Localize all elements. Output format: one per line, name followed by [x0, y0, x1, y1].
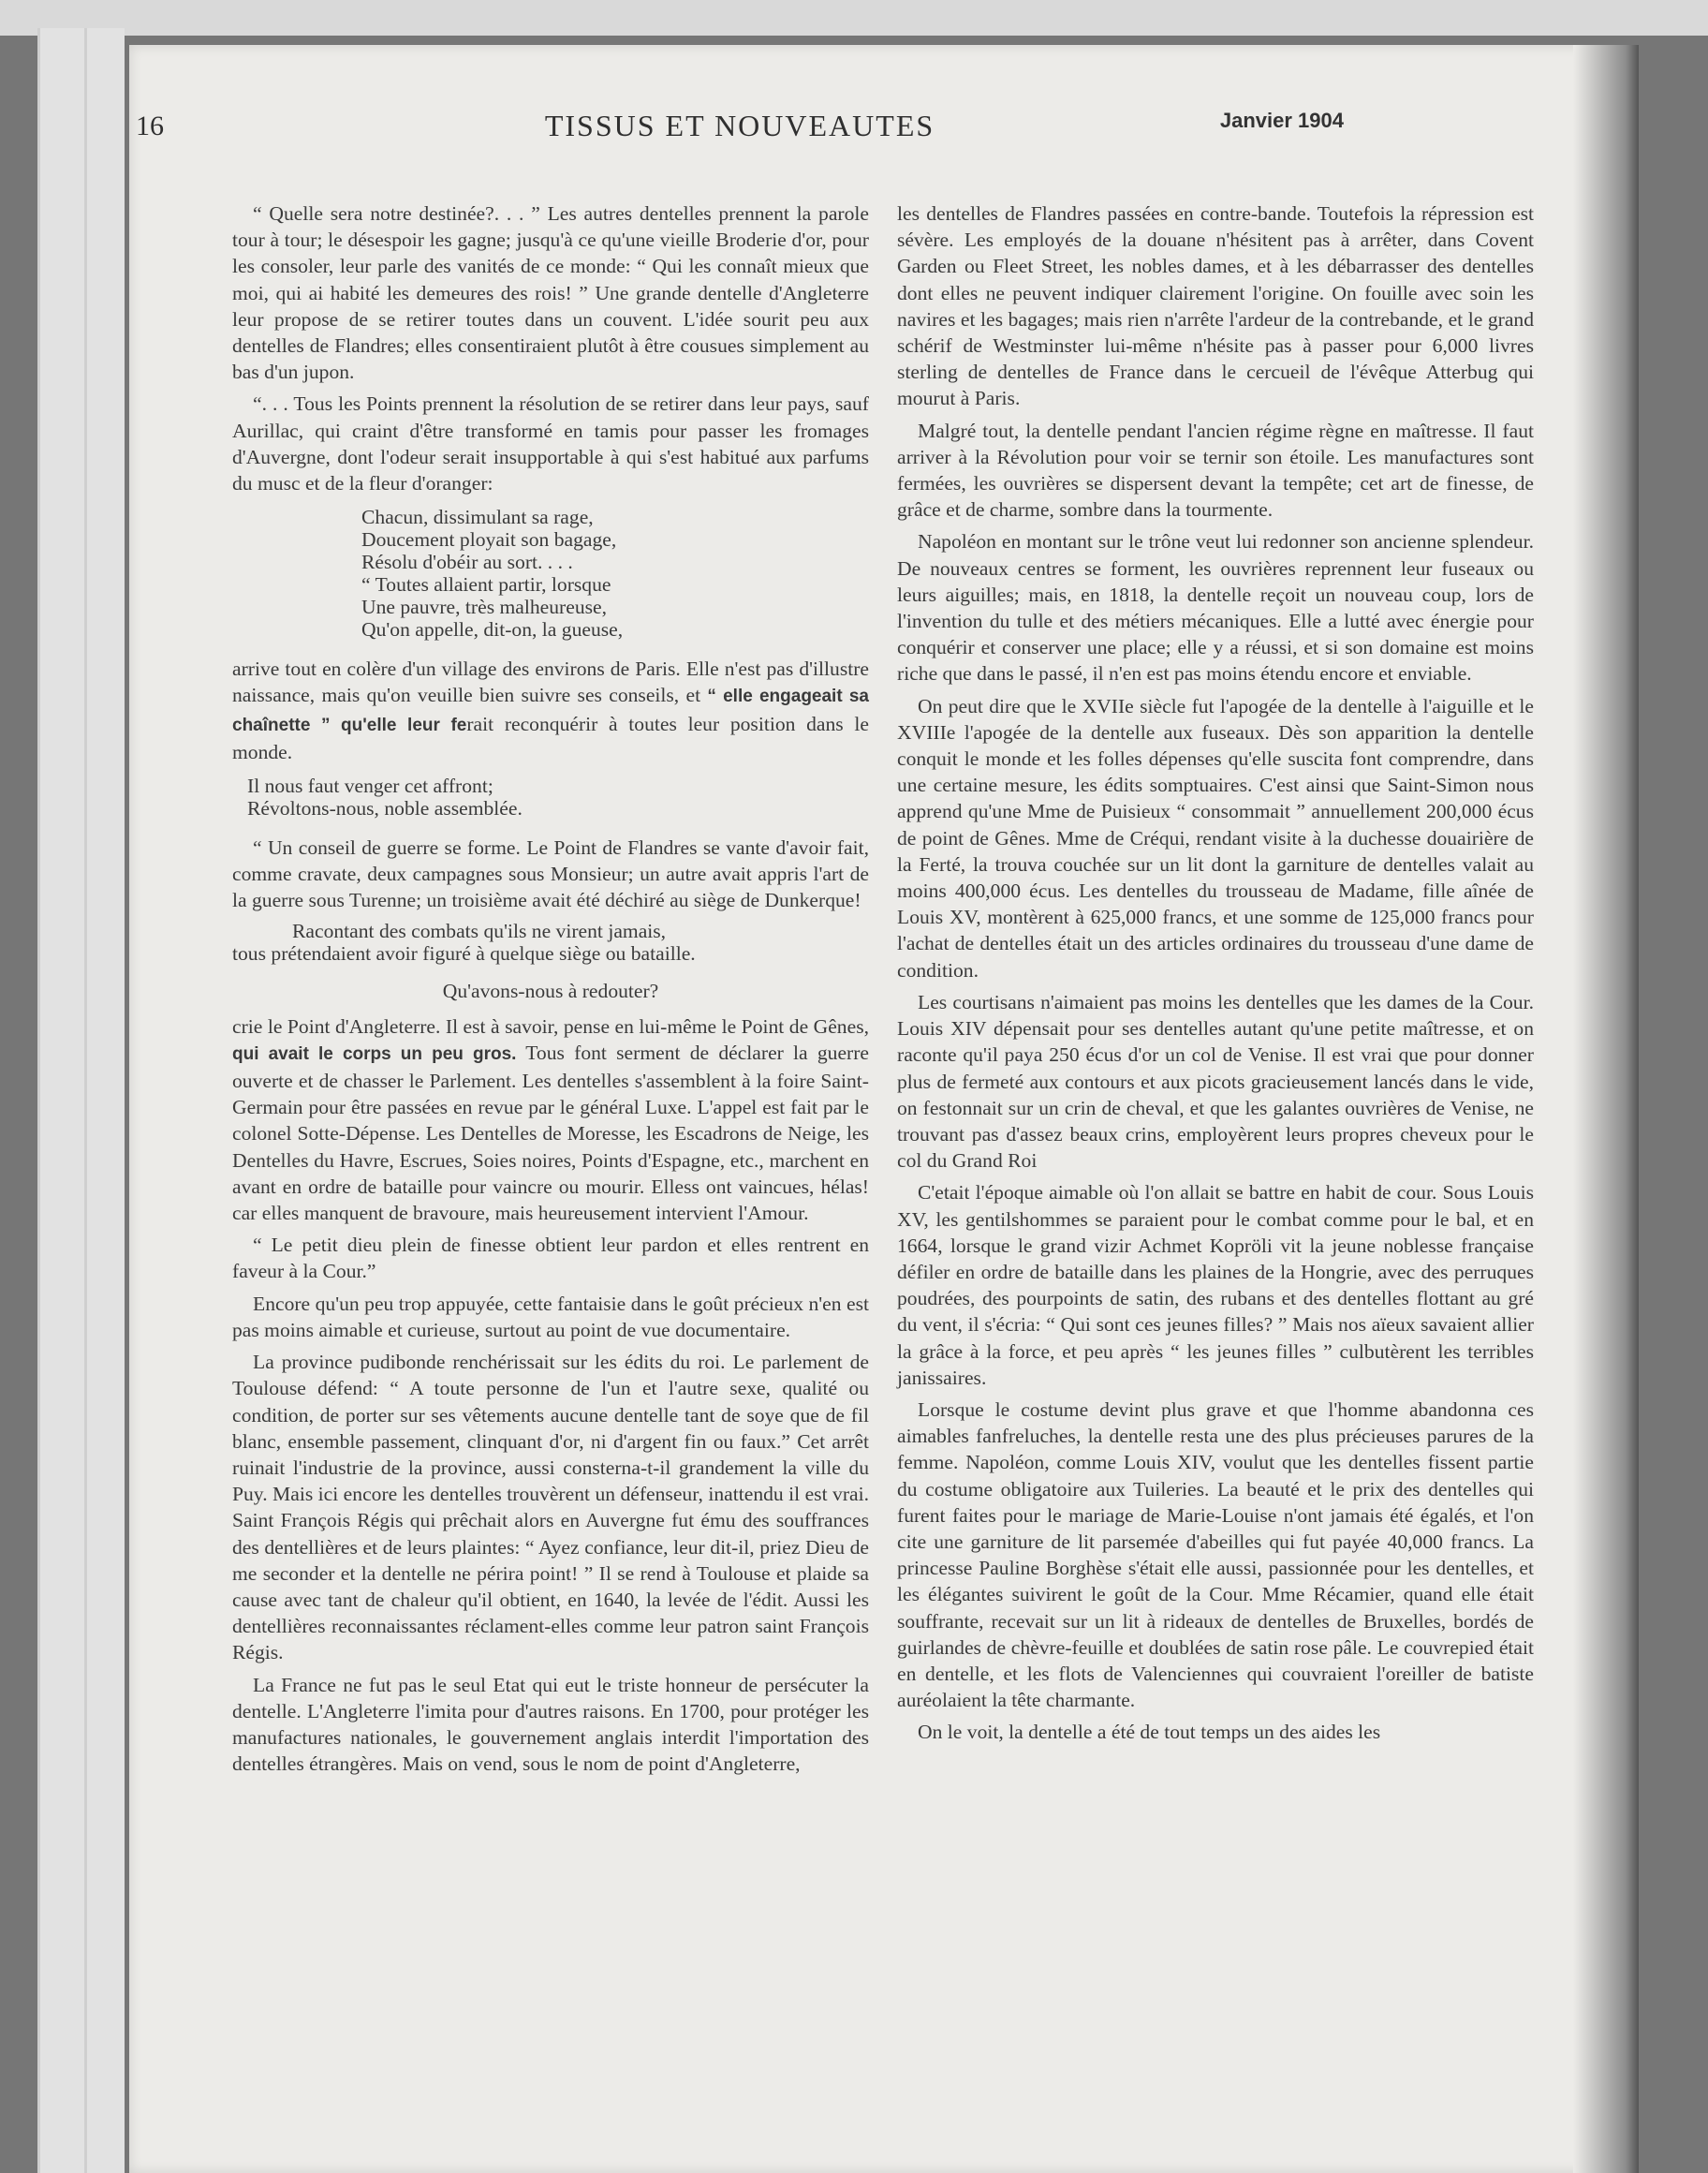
verse-line: Chacun, dissimulant sa rage,: [361, 506, 594, 529]
bold-phrase: qui avait le corps un peu gros.: [232, 1043, 517, 1064]
page-header: [136, 97, 1344, 154]
page-number: 16: [136, 111, 164, 141]
paragraph: On peut dire que le XVIIe siècle fut l'apogée de la dentelle à l'aiguille et le XVIIIe l'apogée de la dentelle aux fuseaux. Dès son apparition la dentelle conquit le monde et les folles dépenses qu'elle suscita font comprendre, dans une certaine mesure, les édits somptuaires. C'est ainsi que Saint-Simon nous apprend qu'une Mme de Puisieux “ consommait ” annuellement 200,000 écus de point de Gênes. Mme de Créqui, rendant visite à la duchesse douairière de la Ferté, la trouva couchée sur un lit dont la garniture de dentelles valait au moins 400,000 écus. Les dentelles du trousseau de Madame, fille aînée de Louis XV, montèrent à 625,000 francs, et une somme de 125,000 francs pour l'achat de dentelles était un des articles ordinaires du trousseau d'une dame de condition.: [897, 694, 1534, 982]
binding-shadow: [1573, 45, 1639, 2173]
paragraph: La France ne fut pas le seul Etat qui eut le triste honneur de persécuter la dentelle. L'Angleterre l'imita pour d'autres raisons. En 1700, pour protéger les manufactures nationales, le gouvernement anglais interdit l'importation des dentelles étrangères. Mais on vend, sous le nom de point d'Angleterre,: [232, 1673, 869, 1776]
verse-block: [232, 920, 869, 965]
verse-block: [232, 506, 869, 641]
paragraph: [232, 656, 869, 765]
paragraph: “. . . Tous les Points prennent la résolution de se retirer dans leur pays, sauf Aurillac, qui craint d'être transformé en tamis pour passer les fromages d'Auvergne, dont l'odeur serait insupportable à qui s'est habitué aux parfums du musc et de la fleur d'oranger:: [232, 392, 869, 495]
text-run: rait reconquérir à toutes leur position dans le monde.: [232, 712, 869, 763]
paragraph: Napoléon en montant sur le trône veut lui redonner son ancienne splendeur. De nouveaux centres se forment, les ouvrières reprennent leur fuseaux ou leurs aiguilles; mais, en 1818, la dentelle reçoit un nouveau coup, lors de l'invention du tulle et des métiers mécaniques. Elle a lutté avec énergie pour conquérir et conserver une place; elle y a réussi, et si son domaine est moins riche que dans le passé, il n'en est pas moins étendu encore et enviable.: [897, 530, 1534, 686]
left-column: [232, 200, 869, 1782]
text-run: arrive tout en colère d'un village des environs de Paris. Elle n'est pas d'illustre naissance, mais qu'on veuille bien suivre ses conseils, et: [232, 658, 869, 707]
verse-line: Une pauvre, très malheureuse,: [361, 596, 608, 619]
underlying-sheet-edge: [0, 0, 1708, 36]
verse-line: tous prétendaient avoir figuré à quelque siège ou bataille.: [232, 941, 696, 965]
paragraph: les dentelles de Flandres passées en contre-bande. Toutefois la répression est sévère. Les employés de la douane n'hésitent pas à arrêter, dans Covent Garden ou Fleet Street, les nobles dames, et à les débarrasser des dentelles dont elles ne peuvent indiquer clairement l'origine. On fouille avec soin les navires et les bagages; mais rien n'arrête l'ardeur de la contrebande, et le grand schérif de Westminster lui-même n'hésite pas à passer pour 6,000 livres sterling de dentelles de France dans le cercueil de l'évêque Atterbug qui mourut à Paris.: [897, 202, 1534, 410]
paragraph: “ Un conseil de guerre se forme. Le Point de Flandres se vante d'avoir fait, comme cravate, deux campagnes sous Monsieur; un autre avait appris l'art de la guerre sous Turenne; un troisième avait été déchiré au siège de Dunkerque!: [232, 836, 869, 912]
paragraph: Encore qu'un peu trop appuyée, cette fantaisie dans le goût précieux n'en est pas moins aimable et curieuse, surtout au point de vue documentaire.: [232, 1292, 869, 1341]
paragraph: [232, 1013, 869, 1227]
text-run: crie le Point d'Angleterre. Il est à savoir, pense en lui-même le Point de Gênes,: [232, 1014, 869, 1038]
paragraph: Malgré tout, la dentelle pendant l'ancien régime règne en maîtresse. Il faut arriver à la Révolution pour voir se ternir son étoile. Les manufactures sont fermées, les ouvrières se dispersent devant la tempête; cet art de finesse, de grâce et de charme, sombre dans la tourmente.: [897, 419, 1534, 522]
verse-line: Résolu d'obéir au sort. . . .: [361, 551, 573, 574]
verse-line: Révoltons-nous, noble assemblée.: [247, 797, 523, 820]
paragraph: On le voit, la dentelle a été de tout temps un des aides les: [918, 1721, 1381, 1744]
verse-line: Il nous faut venger cet affront;: [247, 775, 493, 798]
right-column: [897, 200, 1534, 1752]
paragraph: C'etait l'époque aimable où l'on allait se battre en habit de cour. Sous Louis XV, les gentilshommes se paraient pour le combat comme pour le bal, et en 1664, lorsque le grand vizir Achmet Kopröli vit la jeune noblesse française défiler en ordre de bataille dans les plaines de la Hongrie, avec des perruques poudrées, des pourpoints de satin, des rubans et des dentelles flottant au gré du vent, il s'écria: “ Qui sont ces jeunes filles? ” Mais nos aïeux savaient allier la grâce à la force, et peu après “ les jeunes filles ” culbutèrent les terribles janissaires.: [897, 1181, 1534, 1389]
paragraph: Lorsque le costume devint plus grave et que l'homme abandonna ces aimables fanfreluches, la dentelle resta une des plus précieuses parures de la femme. Napoléon, comme Louis XIV, voulut que les dentelles fissent partie du costume obligatoire aux Tuileries. La beauté et le prix des dentelles qui furent faites pour le mariage de Marie-Louise n'ont jamais été égalés, et l'on cite une garniture de lit parsemée d'abeilles qui fut payée 40,000 francs. La princesse Pauline Borghèse s'était elle aussi, passionnée pour les dentelles, et les élégantes suivirent le goût de la Cour. Mme Récamier, quand elle était souffrante, recevait sur un lit à rideaux de dentelles de Bruxelles, bordés de guirlandes de chèvre-feuille et doublées de satin rose pâle. Le couvrepied était en dentelle, et les flots de Valenciennes qui couvraient l'oreiller de batiste auréolaient la tête charmante.: [897, 1397, 1534, 1712]
paragraph: Les courtisans n'aimaient pas moins les dentelles que les dames de la Cour. Louis XIV dépensait pour ses dentelles autant qu'une petite maîtresse, et on raconte qu'il paya 250 écus d'or un col de Venise. Il est vrai que pour donner plus de fermeté aux contours et aux picots gracieusement lancés dans le vide, on festonnait sur un crin de cheval, et que les galantes ouvrières de Venise, ne trouvant pas d'assez beaux crins, employèrent leurs propres cheveux pour le col du Grand Roi: [897, 990, 1534, 1173]
text-run: Tous font serment de déclarer la guerre ouverte et de chasser le Parlement. Les dentelles s'assemblent à la foire Saint-Germain pour être passées en revue par le général Luxe. L'appel est fait par le colonel Sotte-Dépense. Les Dentelles de Moresse, les Escadrons de Neige, les Dentelles du Havre, Escrues, Soies noires, Points d'Espagne, etc., marchent en avant en ordre de bataille pour vaincre ou mourir. Elless ont vaincues, hélas! car elles manquent de bravoure, mais heureusement intervient l'Amour.: [232, 1041, 870, 1225]
paragraph: “ Quelle sera notre destinée?. . . ” Les autres dentelles prennent la parole tour à tour; le désespoir les gagne; jusqu'à ce qu'une vieille Broderie d'or, pour les consoler, leur parle des vanités de ce monde: “ Qui les connaît mieux que moi, qui ai habité les demeures des rois! ” Une grande dentelle d'Angleterre leur propose de se retirer toutes dans un couvent. L'idée sourit peu aux dentelles de Flandres; elles consentiraient plutôt à être cousues simplement au bas d'un jupon.: [232, 202, 869, 384]
verse-line: “ Toutes allaient partir, lorsque: [361, 573, 611, 597]
paragraph: “ Le petit dieu plein de finesse obtient leur pardon et elles rentrent en faveur à la Cour.”: [232, 1234, 869, 1283]
page-stack-edge: [84, 28, 125, 2173]
issue-date: Janvier 1904: [1219, 109, 1344, 132]
verse-line: Racontant des combats qu'ils ne virent jamais,: [292, 919, 667, 942]
verse-line: Qu'on appelle, dit-on, la gueuse,: [361, 618, 624, 642]
paragraph: La province pudibonde renchérissait sur les édits du roi. Le parlement de Toulouse défend: “ A toute personne de l'un et l'autre sexe, qualité ou condition, de porter sur ses vêtements aucune dentelle tant de soye que de fil blanc, ensemble passement, clinquant d'or, ni d'argent fin ou faux.” Cet arrêt ruinait l'industrie de la province, aussi consterna-t-il grandement la ville du Puy. Mais ici encore les dentelles trouvèrent un défenseur, inattendu il est vrai. Saint François Régis qui prêchait alors en Auvergne fut ému des souffrances des dentellières et de leurs plaintes: “ Ayez confiance, leur dit-il, priez Dieu de me seconder et la dentelle ne périra point! ” Il se rend à Toulouse et plaide sa cause avec tant de chaleur qu'il obtient, en 1640, la levée de l'édit. Aussi les dentellières reconnaissantes réclament-elles comme leur patron saint François Régis.: [232, 1351, 869, 1664]
verse-line: Qu'avons-nous à redouter?: [442, 979, 659, 1002]
bold-phrase: “ elle engageait sa chaînette ” qu'elle leur fe: [232, 687, 869, 735]
verse-block: [232, 775, 869, 820]
verse-line: Doucement ployait son bagage,: [361, 528, 617, 552]
journal-title: TISSUS ET NOUVEAUTES: [544, 109, 935, 142]
